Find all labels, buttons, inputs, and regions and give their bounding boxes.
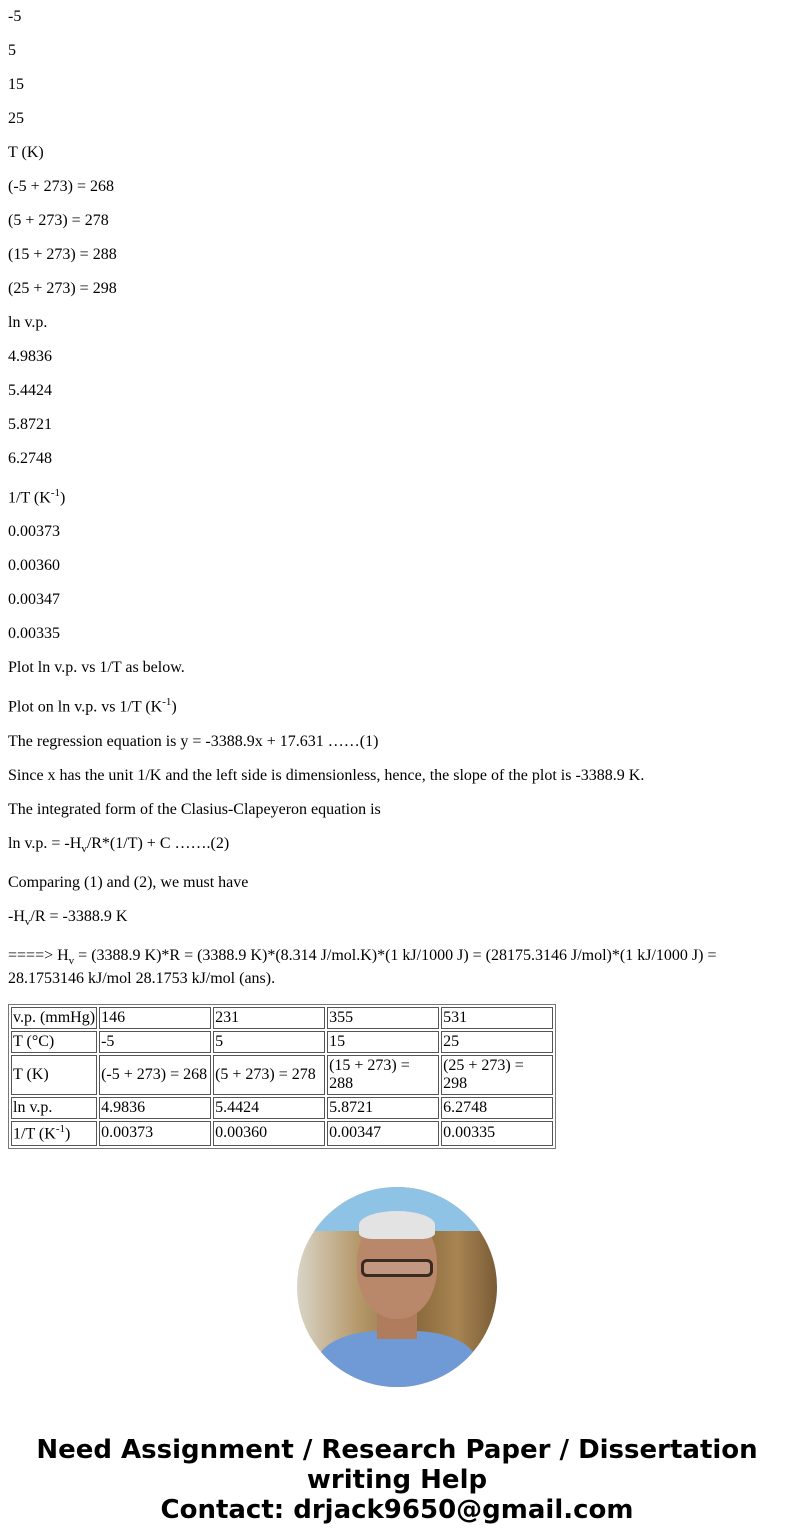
answer (8, 947, 786, 988)
invT-label (8, 484, 786, 507)
table-cell: 5 (213, 1031, 325, 1053)
text: /R = -3388.9 K (30, 907, 128, 925)
table-cell: 0.00360 (213, 1121, 325, 1145)
text: ) (59, 489, 66, 507)
footer-banner (8, 1435, 786, 1525)
invT-value: 0.00373 (8, 523, 60, 541)
table-cell: (25 + 273) = 298 (441, 1055, 553, 1095)
subscript: v (81, 842, 87, 855)
row-label (11, 1121, 97, 1145)
table-cell: (-5 + 273) = 268 (99, 1055, 211, 1095)
tc-value: 15 (8, 76, 24, 93)
superscript: -1 (162, 696, 172, 709)
table-cell: 146 (99, 1007, 211, 1029)
equation-2 (8, 835, 786, 858)
plot-caption (8, 693, 786, 716)
text: 1/T (K (8, 489, 51, 507)
avatar-glasses (361, 1259, 433, 1277)
lnvp-value: 6.2748 (8, 450, 52, 467)
tk-value: (15 + 273) = 288 (8, 246, 117, 263)
tc-value: -5 (8, 8, 22, 25)
hv-over-r (8, 908, 786, 931)
tk-label: T (K) (8, 144, 44, 161)
invT-value: 0.00335 (8, 625, 60, 643)
table-cell: 531 (441, 1007, 553, 1029)
table-row (11, 1097, 553, 1119)
table-cell: 231 (213, 1007, 325, 1029)
avatar-shirt (317, 1331, 477, 1387)
invT-value: 0.00360 (8, 557, 60, 575)
subscript: v (24, 916, 31, 929)
lnvp-value: 4.9836 (8, 348, 52, 365)
text: /R*(1/T) + C …….(2) (86, 834, 230, 852)
table-row (11, 1031, 553, 1053)
superscript: -1 (50, 487, 60, 499)
table-cell: (5 + 273) = 278 (213, 1055, 325, 1095)
lnvp-value: 5.8721 (8, 416, 52, 433)
text: = (3388.9 K)*R = (3388.9 K)*(8.314 J/mol.K)*(1 kJ/1000 J) = (28175.3146 J/mol)*(1 kJ/1000 J) = 28.1753146 kJ/mol 28.1753 kJ/mol (ans). (8, 947, 717, 988)
text: -H (8, 907, 25, 925)
table-cell: 0.00335 (441, 1121, 553, 1145)
text: 1/T (K (13, 1125, 56, 1143)
table-row (11, 1055, 553, 1095)
document (8, 8, 786, 1525)
comparing-text: Comparing (1) and (2), we must have (8, 873, 249, 891)
table-cell: 6.2748 (441, 1097, 553, 1119)
table-cell: 15 (327, 1031, 439, 1053)
avatar (297, 1187, 497, 1387)
table-cell: 0.00347 (327, 1121, 439, 1145)
table-cell: (15 + 273) = 288 (327, 1055, 439, 1095)
slope-explanation: Since x has the unit 1/K and the left side is dimensionless, hence, the slope of the plot is -3388.9 K. (8, 766, 645, 784)
integrated-form-intro: The integrated form of the Clasius-Clapeyeron equation is (8, 800, 381, 818)
plot-instruction: Plot ln v.p. vs 1/T as below. (8, 659, 185, 677)
table-cell: 25 (441, 1031, 553, 1053)
avatar-container (8, 1187, 786, 1387)
text: ln v.p. = -H (8, 834, 82, 852)
superscript: -1 (55, 1123, 65, 1136)
footer-contact: Contact: drjack9650@gmail.com (160, 1494, 634, 1525)
table-cell: 0.00373 (99, 1121, 211, 1145)
table-row (11, 1121, 553, 1145)
invT-value: 0.00347 (8, 591, 60, 609)
text: Plot on ln v.p. vs 1/T (K (8, 698, 163, 716)
avatar-hair (359, 1211, 435, 1239)
table-cell: 355 (327, 1007, 439, 1029)
footer-headline: Need Assignment / Research Paper / Dissertation writing Help (36, 1434, 758, 1495)
table-cell: 4.9836 (99, 1097, 211, 1119)
row-label: T (K) (11, 1055, 97, 1095)
table-cell: 5.8721 (327, 1097, 439, 1119)
lnvp-label: ln v.p. (8, 314, 48, 331)
tk-value: (5 + 273) = 278 (8, 212, 109, 229)
table-cell: 5.4424 (213, 1097, 325, 1119)
subscript: v (68, 955, 75, 968)
tk-value: (25 + 273) = 298 (8, 280, 117, 297)
table-row (11, 1007, 553, 1029)
row-label: T (°C) (11, 1031, 97, 1053)
data-table (8, 1004, 556, 1148)
row-label: v.p. (mmHg) (11, 1007, 97, 1029)
lnvp-value: 5.4424 (8, 382, 52, 399)
tc-value: 5 (8, 42, 16, 59)
tk-value: (-5 + 273) = 268 (8, 178, 115, 195)
table-cell: -5 (99, 1031, 211, 1053)
text: ====> H (8, 947, 69, 965)
row-label: ln v.p. (11, 1097, 97, 1119)
tc-value: 25 (8, 110, 24, 127)
text: ) (64, 1125, 71, 1143)
regression-equation: The regression equation is y = -3388.9x + 17.631 ……(1) (8, 732, 379, 750)
text: ) (171, 698, 177, 716)
